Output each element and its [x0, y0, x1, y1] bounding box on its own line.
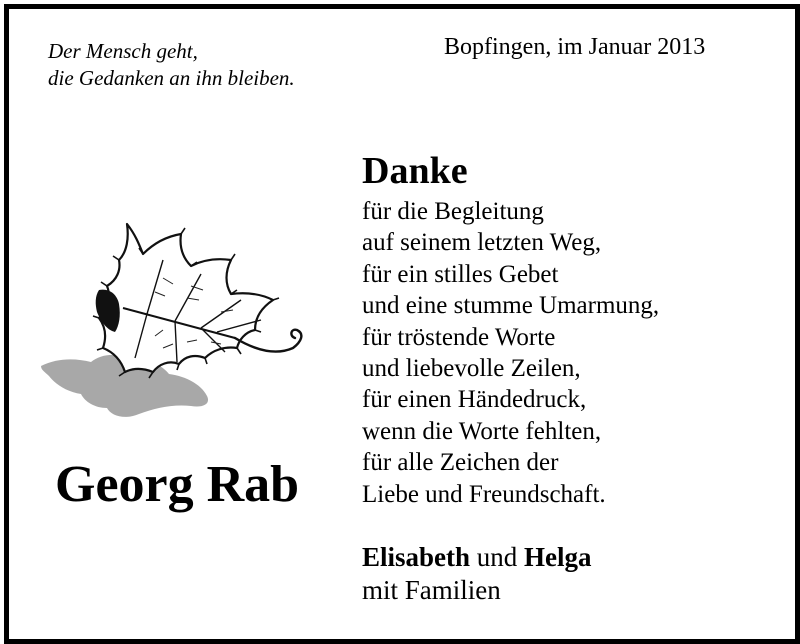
verse-line: für tröstende Worte: [362, 323, 556, 351]
signature-name-1: Elisabeth: [362, 542, 471, 572]
signature-names: [362, 541, 592, 574]
place-date: Bopfingen, im Januar 2013: [444, 34, 706, 60]
verse-line: Liebe und Freundschaft.: [362, 480, 606, 508]
verse-line: wenn die Worte fehlten,: [362, 417, 602, 445]
thanks-verses: [362, 196, 659, 510]
leaf-icon: [35, 208, 325, 448]
verse-line: auf seinem letzten Weg,: [362, 229, 602, 257]
signature-name-2: Helga: [524, 542, 592, 572]
motto-line-1: Der Mensch geht,: [48, 39, 198, 63]
verse-line: und liebevolle Zeilen,: [362, 355, 581, 383]
verse-line: für die Begleitung: [362, 198, 544, 225]
verse-line: für alle Zeichen der: [362, 449, 559, 477]
leaf-body: [99, 224, 273, 372]
signature-line-2: mit Familien: [362, 575, 501, 605]
thanks-heading: Danke: [362, 150, 468, 192]
signature-connector: und: [476, 542, 518, 572]
signature: [362, 541, 592, 607]
verse-line: für ein stilles Gebet: [362, 260, 559, 288]
verse-line: und eine stumme Umarmung,: [362, 292, 660, 320]
motto-line-2: die Gedanken an ihn bleiben.: [48, 66, 295, 90]
motto: [48, 38, 295, 92]
deceased-name: Georg Rab: [55, 456, 300, 513]
verse-line: für einen Händedruck,: [362, 386, 587, 414]
